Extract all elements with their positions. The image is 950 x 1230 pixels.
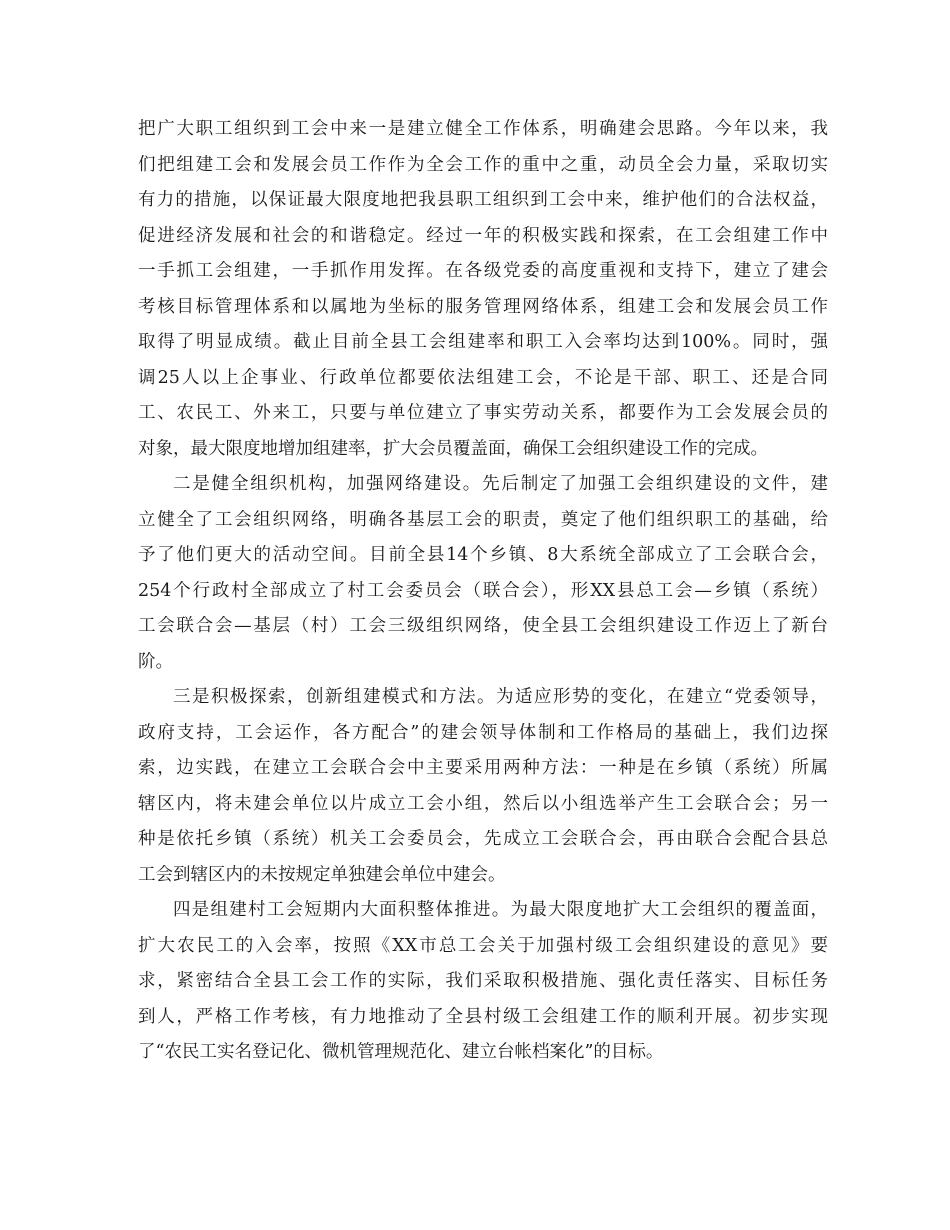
paragraph-start-line: 二是健全组织机构，加强网络建设。先后制定了加强工会组织建设的文件，建 [173,474,828,494]
text-line: 考核目标管理体系和以属地为坐标的服务管理网络体系，组建工会和发展会员工作 [138,296,828,317]
text-line: 索，边实践，在建立工会联合会中主要采用两种方法：一种是在乡镇（系统）所属 [138,758,828,778]
text-line: 把广大职工组织到工会中来一是建立健全工作体系，明确建会思路。今年以来，我 [138,119,828,139]
text-line: 辖区内，将未建会单位以片成立工会小组，然后以小组选举产生工会联合会；另一 [138,793,828,814]
text-line: 工会联合会—基层（村）工会三级组织网络，使全县工会组织建设工作迈上了新台 [138,616,828,636]
text-line: 种是依托乡镇（系统）机关工会委员会，先成立工会联合会，再由联合会配合县总 [138,829,828,849]
text-line: 了“农民工实名登记化、微机管理规范化、建立台帐档案化”的目标。 [138,1042,664,1062]
text-line: 扩大农民工的入会率，按照《XX市总工会关于加强村级工会组织建设的意见》要 [138,935,828,956]
text-line: 到人，严格工作考核，有力地推动了全县村级工会组建工作的顺利开展。初步实现 [138,1006,828,1027]
text-line: 对象，最大限度地增加组建率，扩大会员覆盖面，确保工会组织建设工作的完成。 [138,438,768,459]
text-line: 予了他们更大的活动空间。目前全县14个乡镇、8大系统全部成立了工会联合会， [138,545,828,565]
text-line: 阶。 [138,651,173,672]
text-line: 有力的措施，以保证最大限度地把我县职工组织到工会中来，维护他们的合法权益， [138,190,828,210]
text-line: 254个行政村全部成立了村工会委员会（联合会），形XX县总工会—乡镇（系统） [138,580,828,601]
text-line: 促进经济发展和社会的和谐稳定。经过一年的积极实践和探索，在工会组建工作中 [138,225,828,246]
text-line: 政府支持，工会运作，各方配合”的建会领导体制和工作格局的基础上，我们边探 [138,722,828,743]
text-line: 求，紧密结合全县工会工作的实际，我们采取积极措施、强化责任落实、目标任务 [138,971,828,991]
document-body [138,112,828,1071]
text-line: 立健全了工会组织网络，明确各基层工会的职责，奠定了他们组织职工的基础，给 [138,509,828,530]
text-line: 们把组建工会和发展会员工作作为全会工作的重中之重，动员全会力量，采取切实 [138,154,828,175]
text-line: 一手抓工会组建，一手抓作用发挥。在各级党委的高度重视和支持下，建立了建会 [138,261,828,281]
text-line: 工会到辖区内的未按规定单独建会单位中建会。 [138,864,506,885]
text-line: 工、农民工、外来工，只要与单位建立了事实劳动关系，都要作为工会发展会员的 [138,403,828,423]
text-line: 调25人以上企事业、行政单位都要依法组建工会，不论是干部、职工、还是合同 [138,367,828,388]
paragraph-start-line: 三是积极探索，创新组建模式和方法。为适应形势的变化，在建立“党委领导， [173,687,828,707]
text-line: 取得了明显成绩。截止目前全县工会组建率和职工入会率均达到100%。同时，强 [138,332,828,352]
paragraph-start-line: 四是组建村工会短期内大面积整体推进。为最大限度地扩大工会组织的覆盖面， [173,900,828,920]
